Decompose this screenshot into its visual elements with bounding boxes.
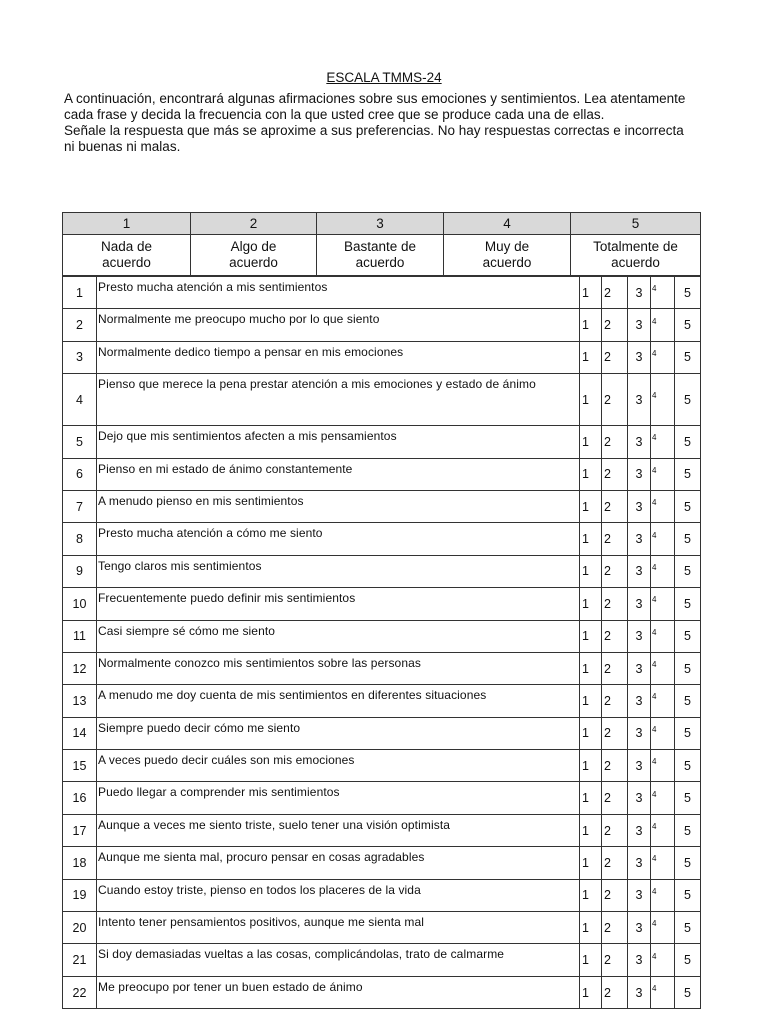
response-option-4[interactable] — [651, 652, 675, 684]
questionnaire-row — [63, 341, 701, 373]
scale-label-line: Bastante de — [343, 239, 417, 254]
response-option-4[interactable] — [651, 976, 675, 1008]
response-option-1[interactable]: 1 — [580, 588, 602, 620]
response-option-label: 4 — [652, 757, 657, 767]
scale-label-line: acuerdo — [229, 255, 278, 270]
response-option-label: 4 — [652, 595, 657, 605]
scale-label-line: Muy de — [484, 239, 530, 254]
response-option-5[interactable]: 5 — [675, 277, 701, 309]
response-option-1[interactable]: 1 — [580, 620, 602, 652]
response-option-4[interactable] — [651, 588, 675, 620]
response-option-label: 4 — [652, 660, 657, 670]
response-option-label: 4 — [652, 789, 657, 799]
questionnaire-row — [63, 782, 701, 814]
response-option-5[interactable]: 5 — [675, 555, 701, 587]
response-option-5[interactable]: 5 — [675, 341, 701, 373]
response-option-2[interactable]: 2 — [602, 717, 628, 749]
item-number: 10 — [63, 588, 97, 620]
response-option-5[interactable]: 5 — [675, 814, 701, 846]
response-option-4[interactable] — [651, 458, 675, 490]
response-option-label: 4 — [652, 822, 657, 832]
response-option-3[interactable]: 3 — [628, 847, 651, 879]
scale-label-line: Algo de — [230, 239, 277, 254]
response-option-3[interactable]: 3 — [628, 782, 651, 814]
response-option-2[interactable]: 2 — [602, 750, 628, 782]
item-number: 7 — [63, 490, 97, 522]
response-option-1[interactable]: 1 — [580, 341, 602, 373]
response-option-4[interactable] — [651, 620, 675, 652]
response-option-4[interactable] — [651, 847, 675, 879]
response-option-5[interactable]: 5 — [675, 685, 701, 717]
response-option-3[interactable]: 3 — [628, 555, 651, 587]
item-statement: A menudo pienso en mis sentimientos — [97, 490, 580, 522]
item-number: 15 — [63, 750, 97, 782]
response-option-label: 4 — [652, 984, 657, 993]
response-option-2[interactable]: 2 — [602, 879, 628, 911]
response-option-label: 4 — [652, 562, 657, 572]
scale-label — [444, 235, 571, 276]
item-statement: Intento tener pensamientos positivos, aunque me sienta mal — [97, 912, 580, 944]
response-option-3[interactable]: 3 — [628, 814, 651, 846]
scale-label-line: Nada de — [100, 239, 153, 254]
response-option-4[interactable] — [651, 490, 675, 522]
response-option-5[interactable]: 5 — [675, 879, 701, 911]
response-option-5[interactable]: 5 — [675, 944, 701, 976]
questionnaire-row — [63, 750, 701, 782]
response-option-label: 4 — [652, 627, 657, 637]
response-option-label: 4 — [652, 316, 657, 326]
response-option-5[interactable]: 5 — [675, 912, 701, 944]
response-option-2[interactable]: 2 — [602, 309, 628, 341]
response-option-5[interactable]: 5 — [675, 750, 701, 782]
questionnaire-row — [63, 309, 701, 341]
item-statement: Normalmente dedico tiempo a pensar en mis emociones — [97, 341, 580, 373]
instructions-line: ni buenas ni malas. — [64, 139, 181, 154]
response-option-4[interactable] — [651, 685, 675, 717]
response-option-5[interactable]: 5 — [675, 717, 701, 749]
response-option-1[interactable]: 1 — [580, 426, 602, 458]
response-option-4[interactable] — [651, 944, 675, 976]
scale-label-line: acuerdo — [102, 255, 151, 270]
response-option-5[interactable]: 5 — [675, 374, 701, 426]
response-option-label: 4 — [652, 724, 657, 734]
response-option-label: 4 — [652, 854, 657, 864]
response-option-4[interactable] — [651, 814, 675, 846]
scale-label-line: acuerdo — [482, 255, 532, 270]
response-option-1[interactable]: 1 — [580, 912, 602, 944]
questionnaire-table — [62, 276, 701, 1009]
item-statement: Presto mucha atención a cómo me siento — [97, 523, 580, 555]
response-option-1[interactable]: 1 — [580, 555, 602, 587]
questionnaire-row — [63, 620, 701, 652]
questionnaire-row — [63, 717, 701, 749]
item-number: 6 — [63, 458, 97, 490]
response-option-1[interactable]: 1 — [580, 490, 602, 522]
response-option-3[interactable]: 3 — [628, 309, 651, 341]
scale-label — [317, 235, 444, 276]
response-option-5[interactable]: 5 — [675, 847, 701, 879]
response-option-2[interactable]: 2 — [602, 458, 628, 490]
response-option-5[interactable]: 5 — [675, 652, 701, 684]
item-statement: Tengo claros mis sentimientos — [97, 555, 580, 587]
response-option-1[interactable]: 1 — [580, 750, 602, 782]
response-option-1[interactable]: 1 — [580, 879, 602, 911]
scale-number: 5 — [571, 213, 701, 235]
scale-number: 4 — [444, 213, 571, 235]
response-option-4[interactable] — [651, 879, 675, 911]
response-option-3[interactable]: 3 — [628, 879, 651, 911]
response-option-2[interactable]: 2 — [602, 588, 628, 620]
response-option-label: 4 — [652, 886, 657, 896]
response-option-label: 4 — [652, 391, 657, 401]
response-option-1[interactable]: 1 — [580, 814, 602, 846]
response-option-4[interactable] — [651, 309, 675, 341]
response-option-label: 4 — [652, 433, 657, 443]
response-option-3[interactable]: 3 — [628, 523, 651, 555]
item-number: 9 — [63, 555, 97, 587]
response-option-1[interactable]: 1 — [580, 309, 602, 341]
response-option-2[interactable]: 2 — [602, 652, 628, 684]
questionnaire-row — [63, 652, 701, 684]
response-option-3[interactable]: 3 — [628, 944, 651, 976]
scale-label — [63, 235, 191, 276]
response-option-5[interactable]: 5 — [675, 523, 701, 555]
response-option-1[interactable]: 1 — [580, 717, 602, 749]
item-number: 16 — [63, 782, 97, 814]
item-statement: Frecuentemente puedo definir mis sentimientos — [97, 588, 580, 620]
item-number: 18 — [63, 847, 97, 879]
questionnaire-row — [63, 490, 701, 522]
response-option-2[interactable]: 2 — [602, 912, 628, 944]
item-number: 13 — [63, 685, 97, 717]
response-option-2[interactable]: 2 — [602, 944, 628, 976]
questionnaire-row — [63, 277, 701, 309]
response-option-label: 4 — [652, 692, 657, 702]
scale-number: 2 — [191, 213, 317, 235]
item-number: 22 — [63, 976, 97, 1008]
response-option-2[interactable]: 2 — [602, 782, 628, 814]
response-option-3[interactable]: 3 — [628, 717, 651, 749]
response-option-4[interactable] — [651, 341, 675, 373]
response-option-4[interactable] — [651, 717, 675, 749]
response-option-5[interactable]: 5 — [675, 782, 701, 814]
item-statement: Me preocupo por tener un buen estado de ánimo — [97, 976, 580, 1008]
response-option-4[interactable] — [651, 782, 675, 814]
response-option-3[interactable]: 3 — [628, 490, 651, 522]
response-option-1[interactable]: 1 — [580, 782, 602, 814]
scale-label — [191, 235, 317, 276]
response-option-label: 4 — [652, 284, 657, 294]
response-scale-legend — [62, 212, 701, 276]
questionnaire-row — [63, 976, 701, 1008]
item-number: 17 — [63, 814, 97, 846]
item-statement: Presto mucha atención a mis sentimientos — [97, 277, 580, 309]
item-number: 3 — [63, 341, 97, 373]
questionnaire-row — [63, 814, 701, 846]
response-option-1[interactable]: 1 — [580, 976, 602, 1008]
questionnaire-row — [63, 847, 701, 879]
item-number: 20 — [63, 912, 97, 944]
response-option-2[interactable]: 2 — [602, 277, 628, 309]
response-option-2[interactable]: 2 — [602, 374, 628, 426]
response-option-2[interactable]: 2 — [602, 426, 628, 458]
item-statement: Aunque a veces me siento triste, suelo tener una visión optimista — [97, 814, 580, 846]
response-option-3[interactable]: 3 — [628, 620, 651, 652]
response-option-1[interactable]: 1 — [580, 523, 602, 555]
response-option-4[interactable] — [651, 374, 675, 426]
response-option-5[interactable]: 5 — [675, 426, 701, 458]
response-option-3[interactable]: 3 — [628, 652, 651, 684]
response-option-5[interactable]: 5 — [675, 309, 701, 341]
questionnaire-row — [63, 555, 701, 587]
response-option-1[interactable]: 1 — [580, 685, 602, 717]
item-statement: Pienso en mi estado de ánimo constantemente — [97, 458, 580, 490]
item-number: 12 — [63, 652, 97, 684]
item-number: 14 — [63, 717, 97, 749]
item-number: 4 — [63, 374, 97, 426]
response-option-2[interactable]: 2 — [602, 341, 628, 373]
response-option-1[interactable]: 1 — [580, 277, 602, 309]
response-option-4[interactable] — [651, 750, 675, 782]
item-statement: Dejo que mis sentimientos afecten a mis pensamientos — [97, 426, 580, 458]
instructions-line: Señale la respuesta que más se aproxime a sus preferencias. No hay respuestas correctas e incorrecta — [64, 123, 684, 138]
item-statement: Siempre puedo decir cómo me siento — [97, 717, 580, 749]
response-option-2[interactable]: 2 — [602, 555, 628, 587]
document-title: ESCALA TMMS-24 — [326, 70, 442, 85]
scale-label-line: acuerdo — [355, 255, 405, 270]
item-statement: Aunque me sienta mal, procuro pensar en cosas agradables — [97, 847, 580, 879]
item-statement: Normalmente conozco mis sentimientos sobre las personas — [97, 652, 580, 684]
response-option-1[interactable]: 1 — [580, 847, 602, 879]
response-option-5[interactable]: 5 — [675, 620, 701, 652]
response-option-2[interactable]: 2 — [602, 814, 628, 846]
response-option-label: 4 — [652, 348, 657, 358]
response-option-3[interactable]: 3 — [628, 458, 651, 490]
item-statement: A veces puedo decir cuáles son mis emociones — [97, 750, 580, 782]
scale-label-line: acuerdo — [611, 255, 660, 270]
response-option-3[interactable]: 3 — [628, 685, 651, 717]
response-option-2[interactable]: 2 — [602, 976, 628, 1008]
scale-label-line: Totalmente de — [593, 239, 678, 254]
response-option-1[interactable]: 1 — [580, 458, 602, 490]
response-option-3[interactable]: 3 — [628, 588, 651, 620]
item-number: 1 — [63, 277, 97, 309]
response-option-label: 4 — [652, 951, 657, 961]
scale-label — [571, 235, 701, 276]
response-option-2[interactable]: 2 — [602, 490, 628, 522]
item-statement: Si doy demasiadas vueltas a las cosas, complicándolas, trato de calmarme — [97, 944, 580, 976]
item-statement: Puedo llegar a comprender mis sentimientos — [97, 782, 580, 814]
response-option-4[interactable] — [651, 523, 675, 555]
item-number: 11 — [63, 620, 97, 652]
instructions-line: A continuación, encontrará algunas afirmaciones sobre sus emociones y sentimientos. Lea atentamente — [64, 91, 686, 106]
item-statement: A menudo me doy cuenta de mis sentimientos en diferentes situaciones — [97, 685, 580, 717]
response-option-1[interactable]: 1 — [580, 944, 602, 976]
response-option-4[interactable] — [651, 426, 675, 458]
response-option-2[interactable]: 2 — [602, 685, 628, 717]
response-option-3[interactable]: 3 — [628, 976, 651, 1008]
item-number: 8 — [63, 523, 97, 555]
response-option-2[interactable]: 2 — [602, 523, 628, 555]
response-option-5[interactable]: 5 — [675, 490, 701, 522]
response-option-3[interactable]: 3 — [628, 426, 651, 458]
response-option-5[interactable]: 5 — [675, 588, 701, 620]
scale-number: 1 — [63, 213, 191, 235]
questionnaire-row — [63, 374, 701, 426]
response-option-4[interactable] — [651, 277, 675, 309]
questionnaire-row — [63, 523, 701, 555]
response-option-4[interactable] — [651, 555, 675, 587]
response-option-5[interactable]: 5 — [675, 458, 701, 490]
response-option-3[interactable]: 3 — [628, 912, 651, 944]
response-option-2[interactable]: 2 — [602, 620, 628, 652]
response-option-1[interactable]: 1 — [580, 652, 602, 684]
instructions — [64, 91, 704, 155]
response-option-5[interactable]: 5 — [675, 976, 701, 1008]
instructions-line: cada frase y decida la frecuencia con la que usted cree que se produce cada una de ellas. — [64, 107, 605, 122]
questionnaire-row — [63, 944, 701, 976]
item-statement: Pienso que merece la pena prestar atención a mis emociones y estado de ánimo — [97, 374, 580, 426]
scale-number: 3 — [317, 213, 444, 235]
item-number: 5 — [63, 426, 97, 458]
response-option-label: 4 — [652, 919, 657, 929]
questionnaire-row — [63, 426, 701, 458]
response-option-4[interactable] — [651, 912, 675, 944]
response-option-3[interactable]: 3 — [628, 341, 651, 373]
item-statement: Cuando estoy triste, pienso en todos los placeres de la vida — [97, 879, 580, 911]
response-option-label: 4 — [652, 530, 657, 540]
item-statement: Normalmente me preocupo mucho por lo que siento — [97, 309, 580, 341]
item-number: 21 — [63, 944, 97, 976]
questionnaire-row — [63, 879, 701, 911]
response-option-3[interactable]: 3 — [628, 750, 651, 782]
response-option-3[interactable]: 3 — [628, 277, 651, 309]
item-number: 2 — [63, 309, 97, 341]
response-option-label: 4 — [652, 498, 657, 508]
response-option-1[interactable]: 1 — [580, 374, 602, 426]
questionnaire-row — [63, 458, 701, 490]
item-statement: Casi siempre sé cómo me siento — [97, 620, 580, 652]
response-option-3[interactable]: 3 — [628, 374, 651, 426]
response-option-2[interactable]: 2 — [602, 847, 628, 879]
questionnaire-row — [63, 685, 701, 717]
questionnaire-row — [63, 912, 701, 944]
item-number: 19 — [63, 879, 97, 911]
response-option-label: 4 — [652, 465, 657, 475]
questionnaire-row — [63, 588, 701, 620]
